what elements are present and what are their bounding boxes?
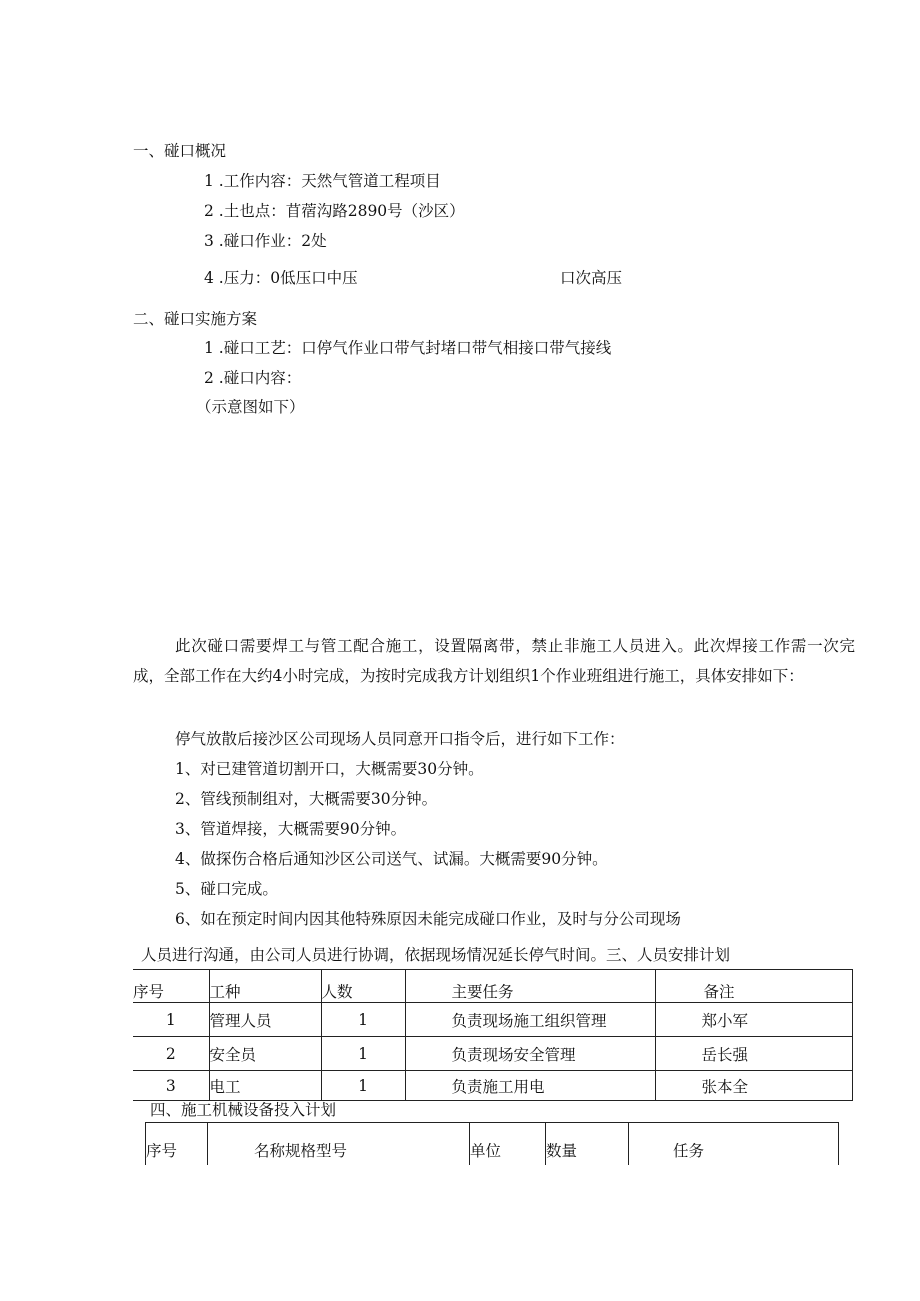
header-cell: 数量 — [546, 1123, 629, 1165]
section-1-item-pressure: 4 .压力：0低压口中压 — [204, 269, 358, 287]
header-cell: 单位 — [470, 1123, 546, 1165]
staff-table — [133, 969, 853, 1101]
section-2-item-process: 1 .碰口工艺：口停气作业口带气封堵口带气相接口带气接线 — [204, 339, 612, 357]
diagram-note: （示意图如下） — [196, 398, 305, 416]
header-cell: 序号 — [133, 970, 209, 1003]
cell-no: 2 — [133, 1037, 209, 1071]
step-item: 5、碰口完成。 — [175, 880, 278, 898]
cell-task: 负责现场安全管理 — [405, 1037, 655, 1071]
cell-count: 1 — [321, 1037, 405, 1071]
work-intro: 停气放散后接沙区公司现场人员同意开口指令后，进行如下工作： — [175, 730, 625, 748]
cell-task: 负责施工用电 — [405, 1071, 655, 1101]
cell-role: 电工 — [209, 1071, 321, 1101]
cell-role: 管理人员 — [209, 1003, 321, 1037]
header-cell: 序号 — [146, 1123, 208, 1165]
step-item: 3、管道焊接，大概需要90分钟。 — [175, 820, 407, 838]
section-4-title: 四、施工机械设备投入计划 — [150, 1101, 337, 1119]
step-item: 1、对已建管道切割开口，大概需要30分钟。 — [175, 760, 484, 778]
cell-note: 郑小军 — [655, 1003, 852, 1037]
cell-role: 安全员 — [209, 1037, 321, 1071]
step-item: 2、管线预制组对，大概需要30分钟。 — [175, 790, 438, 808]
pressure-option-sub-high: 口次高压 — [560, 269, 623, 287]
plan-paragraph: 此次碰口需要焊工与管工配合施工，设置隔离带，禁止非施工人员进入。此次焊接工作需一次完成，全部工作在大约4小时完成，为按时完成我方计划组织1个作业班组进行施工，具体安排如下： — [133, 637, 855, 685]
header-cell: 任务 — [629, 1123, 839, 1165]
equipment-table — [145, 1122, 839, 1165]
cell-count: 1 — [321, 1003, 405, 1037]
table-row — [133, 1071, 852, 1101]
section-1-item-location: 2 .土也点：苜蓿沟路2890号（沙区） — [204, 202, 465, 220]
cell-no: 3 — [133, 1071, 209, 1101]
step-item: 6、如在预定时间内因其他特殊原因未能完成碰口作业，及时与分公司现场 — [175, 910, 681, 928]
table-header-row — [146, 1123, 839, 1165]
cell-count: 1 — [321, 1071, 405, 1101]
section-1-title: 一、碰口概况 — [133, 142, 227, 160]
cell-no: 1 — [133, 1003, 209, 1037]
section-2-item-content: 2 .碰口内容： — [204, 369, 302, 387]
table-header-row — [133, 970, 852, 1003]
header-cell: 人数 — [321, 970, 405, 1003]
header-cell: 名称规格型号 — [208, 1123, 470, 1165]
header-cell: 主要任务 — [405, 970, 655, 1003]
cell-task: 负责现场施工组织管理 — [405, 1003, 655, 1037]
section-1-item-tie-in-count: 3 .碰口作业：2处 — [204, 232, 327, 250]
table-row — [133, 1037, 852, 1071]
step-item: 4、做探伤合格后通知沙区公司送气、试漏。大概需要90分钟。 — [175, 850, 608, 868]
cell-note: 岳长强 — [655, 1037, 852, 1071]
header-cell: 工种 — [209, 970, 321, 1003]
table-row — [133, 1003, 852, 1037]
header-cell: 备注 — [655, 970, 852, 1003]
cell-note: 张本全 — [655, 1071, 852, 1101]
continuation-line: 人员进行沟通，由公司人员进行协调，依据现场情况延长停气时间。三、人员安排计划 — [141, 946, 731, 964]
section-1-item-work-content: 1 .工作内容：天然气管道工程项目 — [204, 172, 441, 190]
section-2-title: 二、碰口实施方案 — [133, 310, 258, 328]
